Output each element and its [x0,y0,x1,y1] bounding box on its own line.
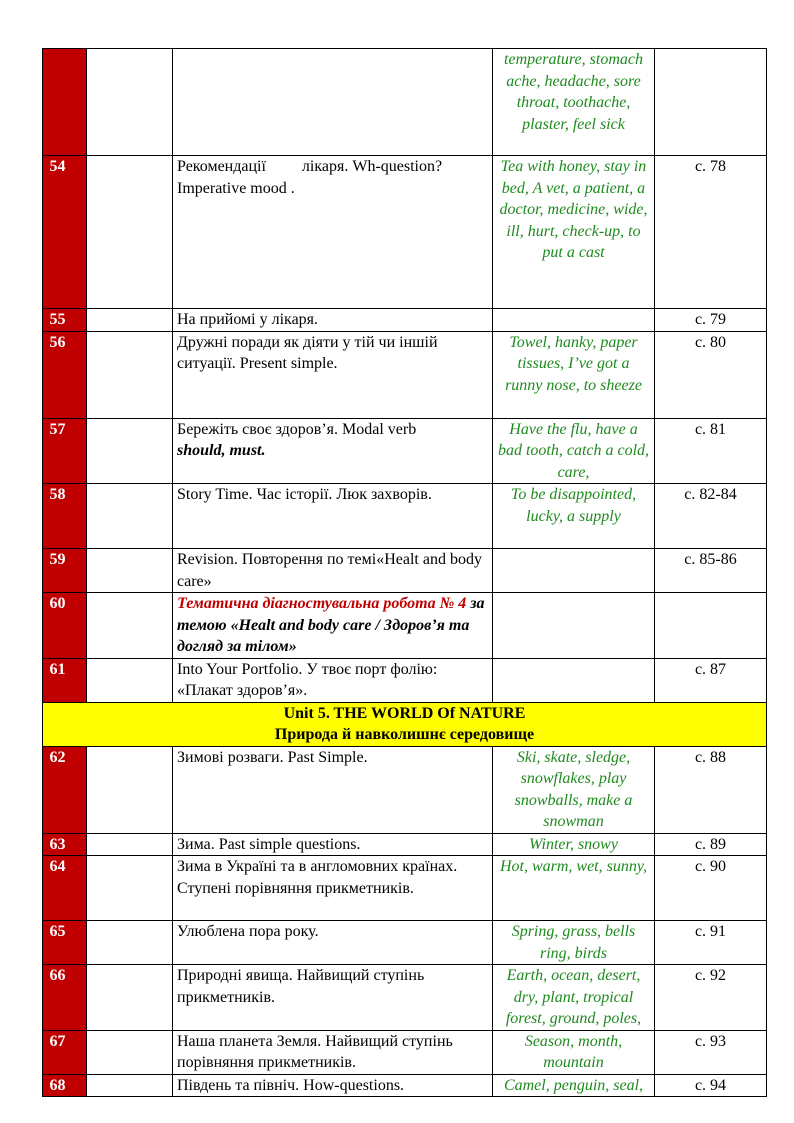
table-row [43,1030,767,1074]
page-cell [655,49,767,156]
topic-text: Бережіть своє здоров’я. Modal verb [177,420,417,438]
lesson-plan-table [42,48,767,1097]
vocabulary-cell: Winter, snowy [493,833,655,856]
topic-cell: Дружні поради як діяти у тій чи іншій ситуації. Present simple. [173,331,493,418]
topic-cell: Улюблена пора року. [173,921,493,965]
table-row [43,965,767,1031]
table-row [43,549,767,593]
table-row [43,833,767,856]
page-cell: с. 93 [655,1030,767,1074]
date-cell [87,309,173,332]
table-row [43,593,767,659]
page-cell: с. 89 [655,833,767,856]
vocabulary-cell: Season, month, mountain [493,1030,655,1074]
vocabulary-cell: Towel, hanky, paper tissues, I’ve got a runny nose, to sheeze [493,331,655,418]
table-row [43,156,767,309]
topic-cell: Into Your Portfolio. У твоє порт фолію: «Плакат здоров’я». [173,658,493,702]
topic-cell: Південь та північ. How-questions. [173,1074,493,1097]
table-row [43,309,767,332]
topic-cell: Наша планета Земля. Найвищий ступінь порівняння прикметників. [173,1030,493,1074]
date-cell [87,658,173,702]
table-row [43,49,767,156]
date-cell [87,965,173,1031]
date-cell [87,418,173,484]
lesson-number: 60 [43,593,87,659]
table-row [43,1074,767,1097]
date-cell [87,156,173,309]
vocabulary-cell: Have the flu, have a bad tooth, catch a cold, care, [493,418,655,484]
page-cell: с. 90 [655,856,767,921]
modal-verbs: should, must. [177,442,266,459]
lesson-number: 56 [43,331,87,418]
page-cell: с. 87 [655,658,767,702]
vocabulary-cell: Ski, skate, sledge, snowflakes, play snowballs, make a snowman [493,746,655,833]
vocabulary-cell: Hot, warm, wet, sunny, [493,856,655,921]
unit-header [43,702,767,746]
page-cell: с. 81 [655,418,767,484]
lesson-number: 61 [43,658,87,702]
page-cell: с. 78 [655,156,767,309]
date-cell [87,856,173,921]
lesson-number: 58 [43,484,87,549]
date-cell [87,484,173,549]
lesson-number: 55 [43,309,87,332]
topic-cell: Зима в Україні та в англомовних країнах. Ступені порівняння прикметників. [173,856,493,921]
lesson-number: 62 [43,746,87,833]
topic-cell: Story Time. Час історії. Люк захворів. [173,484,493,549]
lesson-number: 59 [43,549,87,593]
vocabulary-cell: Earth, ocean, desert, dry, plant, tropical forest, ground, poles, [493,965,655,1031]
topic-cell: На прийомі у лікаря. [173,309,493,332]
date-cell [87,1074,173,1097]
vocabulary-cell: To be disappointed, lucky, a supply [493,484,655,549]
diagnostic-work-label: Тематична діагностувальна робота № 4 [177,595,467,612]
lesson-number: 65 [43,921,87,965]
unit-title: Unit 5. THE WORLD Of NATURE [283,704,526,722]
lesson-number: 68 [43,1074,87,1097]
date-cell [87,921,173,965]
topic-cell [173,593,493,659]
vocabulary-cell: Tea with honey, stay in bed, A vet, a patient, a doctor, medicine, wide, ill, hurt, check-up, to put a cast [493,156,655,309]
diagnostic-work-topic: за темою «Healt and body care / Здоров’я та догляд за тілом» [177,595,485,655]
table-row [43,418,767,484]
topic-cell [173,418,493,484]
lesson-number: 67 [43,1030,87,1074]
topic-cell: Зимові розваги. Past Simple. [173,746,493,833]
lesson-number: 63 [43,833,87,856]
date-cell [87,331,173,418]
date-cell [87,549,173,593]
vocabulary-cell [493,549,655,593]
page-cell: с. 92 [655,965,767,1031]
page-cell [655,593,767,659]
vocabulary-cell: Spring, grass, bells ring, birds [493,921,655,965]
date-cell [87,746,173,833]
lesson-number: 57 [43,418,87,484]
page-cell: с. 82-84 [655,484,767,549]
vocabulary-cell: Camel, penguin, seal, [493,1074,655,1097]
topic-cell: Revision. Повторення по темі«Healt and body care» [173,549,493,593]
lesson-number: 66 [43,965,87,1031]
vocabulary-cell [493,309,655,332]
table-row [43,331,767,418]
topic-cell: Рекомендації лікаря. Wh-question? Imperative mood . [173,156,493,309]
page-cell: с. 91 [655,921,767,965]
topic-cell [173,49,493,156]
page-cell: с. 94 [655,1074,767,1097]
page-cell: с. 85-86 [655,549,767,593]
vocabulary-cell [493,658,655,702]
date-cell [87,49,173,156]
table-row [43,484,767,549]
topic-cell: Природні явища. Найвищий ступінь прикметників. [173,965,493,1031]
page-cell: с. 79 [655,309,767,332]
lesson-number: 64 [43,856,87,921]
topic-cell: Зима. Past simple questions. [173,833,493,856]
unit-header-row [43,702,767,746]
page-cell: с. 88 [655,746,767,833]
page-cell: с. 80 [655,331,767,418]
date-cell [87,1030,173,1074]
table-row [43,921,767,965]
table-row [43,658,767,702]
unit-subtitle: Природа й навколишнє середовище [274,726,535,743]
table-row [43,746,767,833]
lesson-number: 54 [43,156,87,309]
table-row [43,856,767,921]
date-cell [87,593,173,659]
lesson-number [43,49,87,156]
vocabulary-cell [493,593,655,659]
vocabulary-cell: temperature, stomach ache, headache, sore throat, toothache, plaster, feel sick [493,49,655,156]
date-cell [87,833,173,856]
